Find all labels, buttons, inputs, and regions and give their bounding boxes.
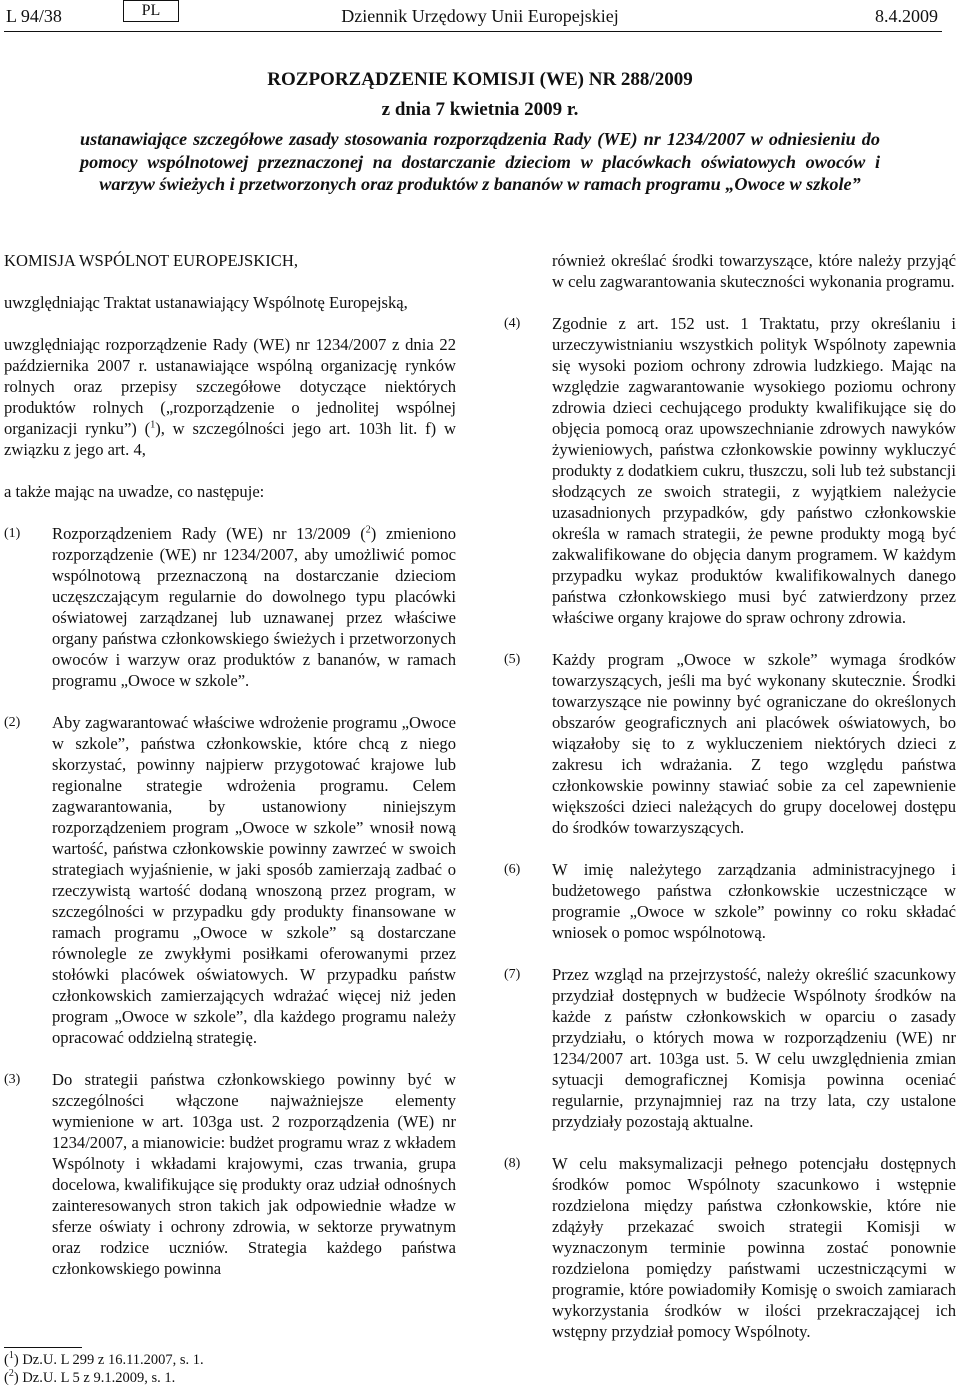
recital-text: W celu maksymalizacji pełnego potencjału dostępnych środków pomoc Wspólnoty szacunkowo i wstępnie rozdzielona między państwa członkowskie, które nie zdążyły przekazać swoich strategii Komisji w wyznaczonym terminie powinna zostać ponownie rozdzielona pomiędzy państwami uczestniczącymi w programie, które powiadomiły Komisję o swoich zamiarach wykorzystania środków w ilości przekraczającej ich wstępny przydział pomocy Wspólnoty. — [552, 1154, 956, 1341]
page-reference: L 94/38 — [6, 6, 62, 26]
recital — [4, 712, 456, 1048]
recital — [504, 1153, 956, 1342]
journal-title: Dziennik Urzędowy Unii Europejskiej — [341, 6, 619, 26]
recital — [504, 859, 956, 943]
recital-text: również określać środki towarzyszące, które należy przyjąć w celu zagwarantowania skuteczności wykonania programu. — [552, 251, 956, 291]
recital-text: Przez wzgląd na przejrzystość, należy określić szacunkowy przydział dostępnych w budżecie Wspólnoty środków na każde z państw członkowskich w oparciu o zasady przydziału, o których mowa w rozporządzeniu (WE) nr 1234/2007 art. 103ga ust. 5. W celu uwzględnienia zmian sytuacji demograficznej Komisja powinna oceniać regularnie, przynajmniej raz na trzy lata, czy ustalone przydziały pozostają aktualne. — [552, 965, 956, 1131]
recital — [504, 964, 956, 1132]
footnote-ref[interactable]: 2 — [365, 524, 371, 536]
recital-number: (4) — [504, 316, 521, 331]
recital-text: W imię należytego zarządzania administracyjnego i budżetowego państwa członkowskie uczestniczące w programie „Owoce w szkole” powinny co roku składać wniosek o pomoc wspólnotową. — [552, 860, 956, 942]
footnote: ($^1$) Dz.U. L 299 z 16.11.2007, s. 1. — [4, 1350, 204, 1368]
recital-text: Aby zagwarantować właściwe wdrożenie programu „Owoce w szkole”, państwa członkowskie, które chcą z niego skorzystać, powinny najpierw przygotować krajowe lub regionalne strategie wdrożenia programu. Celem zagwarantowania, by ustanowiony niniejszym rozporządzeniem program „Owoce w szkole” wnosił nową wartość, państwa członkowskie powinny zawrzeć w swoich strategiach wyjaśnienie, w jaki sposób zamierzają zadbać o rzeczywistą wartość dodaną wnoszoną przez program, w szczególności w przypadku gdy produkty finansowane w ramach programu „Owoce w szkole” są dostarczane równolegle ze zwykłymi posiłkami oferowanymi przez stołówki placówek oświatowych. W przypadku państw członkowskich zamierzających wdrażać więcej niż jeden program „Owoce w szkole”, dla każdego programu należy opracować oddzielną strategię. — [52, 713, 456, 1047]
recital-text: Każdy program „Owoce w szkole” wymaga środków towarzyszących, jeśli ma być wykonany skutecznie. Środki towarzyszące nie powinny być ograniczane do określonych obszarów geograficznych ani placówek oświatowych, bo wiązałoby się to z wykluczeniem niektórych dzieci z zakresu ich wdrażania. Z tego względu państwa członkowskie powinny stawiać sobie za cel zapewnienie większości dzieci należących do grupy docelowej dostępu do środków towarzyszących. — [552, 650, 956, 837]
publication-date: 8.4.2009 — [875, 6, 938, 26]
footnote: ($^2$) Dz.U. L 5 z 9.1.2009, s. 1. — [4, 1368, 176, 1386]
header-rule — [4, 31, 942, 32]
recital-continuation — [504, 250, 956, 292]
citation-regulation: uwzględniając rozporządzenie Rady (WE) nr 1234/2007 z dnia 22 października 2007 r. ustanawiające wspólną organizację rynków rolnych oraz przepisy szczegółowe dotyczące niektórych produktów rolnych („rozporządzenie o jednolitej wspólnej organizacji rynku”) ($^1$), w szczególności jego art. 103h lit. f) w związku z jego art. 4, — [4, 335, 456, 459]
whereas-intro: a także mając na uwadze, co następuje: — [4, 482, 265, 501]
left-column — [4, 250, 456, 1279]
recital-number: (6) — [504, 862, 521, 877]
recital — [504, 313, 956, 628]
recital-number: (8) — [504, 1156, 521, 1171]
right-column — [504, 250, 956, 1342]
institution-name: KOMISJA WSPÓLNOT EUROPEJSKICH, — [4, 251, 298, 270]
footnote-ref[interactable]: 1 — [150, 419, 156, 431]
citation-treaty: uwzględniając Traktat ustanawiający Wspólnotę Europejską, — [4, 293, 408, 312]
footnote-rule — [4, 1347, 82, 1348]
recital — [504, 649, 956, 838]
recital-text: Rozporządzeniem Rady (WE) nr 13/2009 ($^2$) zmieniono rozporządzenie (WE) nr 1234/2007, aby umożliwić pomoc wspólnotową przeznaczoną na dostarczanie dzieciom uczęszczającym regularnie do dowolnego typu placówki oświatowej zarządzanej lub uznawanej przez właściwe organy państwa członkowskiego świeżych i przetworzonych owoców i warzyw oraz produktów z bananów, w ramach programu „Owoce w szkole”. — [52, 524, 456, 690]
recital-number: (7) — [504, 967, 521, 982]
recital-text: Do strategii państwa członkowskiego powinny być w szczególności włączone najważniejsze elementy wymienione w art. 103ga ust. 2 rozporządzenia (WE) nr 1234/2007, a mianowicie: budżet programu wraz z wkładem Wspólnoty i wkładami krajowymi, czas trwania, grupa docelowa, kwalifikujące się produkty oraz udział odnośnych zainteresowanych stron takich jak odpowiednie władze w sferze oświaty i ochrony zdrowia, w sektorze prywatnym oraz rodzice uczniów. Strategia każdego państwa członkowskiego powinna — [52, 1070, 456, 1278]
regulation-subject: ustanawiające szczegółowe zasady stosowania rozporządzenia Rady (WE) nr 1234/2007 w odniesieniu do pomocy wspólnotowej przeznaczonej na dostarczanie dzieciom w placówkach oświatowych owoców i warzyw świeżych i przetworzonych oraz produktów z bananów w ramach programu „Owoce w szkole” — [80, 129, 880, 194]
recital-number: (3) — [4, 1072, 21, 1087]
recital — [4, 1069, 456, 1279]
recital-number: (1) — [4, 526, 21, 541]
regulation-title: ROZPORZĄDZENIE KOMISJI (WE) NR 288/2009 — [267, 69, 693, 90]
recital-text: Zgodnie z art. 152 ust. 1 Traktatu, przy określaniu i urzeczywistnianiu wszystkich polityk Wspólnoty zapewnia się wysoki poziom ochrony zdrowia ludzkiego. Mając na względzie zagwarantowanie wysokiego poziomu ochrony zdrowia dzieci cechującego produkty kwalifikujące się do objęcia pomocą oraz upowszechnianie zdrowych nawyków żywieniowych, państwa członkowskie powinny wykluczyć produkty z dodatkiem cukru, tłuszczu, soli lub też substancji słodzących ze swoich strategii, z wyjątkiem należycie uzasadnionych przypadków, gdy państwo członkowskie określa w ramach strategii, że pewne produkty mogą być zakwalifikowane do objęcia danym programem. W każdym przypadku wykaz produktów kwalifikowalnych danego państwa członkowskiego musi być zatwierdzony przez właściwe organy krajowe do spraw ochrony zdrowia. — [552, 314, 956, 627]
language-badge: PL — [123, 0, 179, 22]
regulation-date: z dnia 7 kwietnia 2009 r. — [381, 99, 579, 120]
recital-number: (2) — [4, 715, 21, 730]
recital — [4, 523, 456, 691]
recital-number: (5) — [504, 652, 521, 667]
